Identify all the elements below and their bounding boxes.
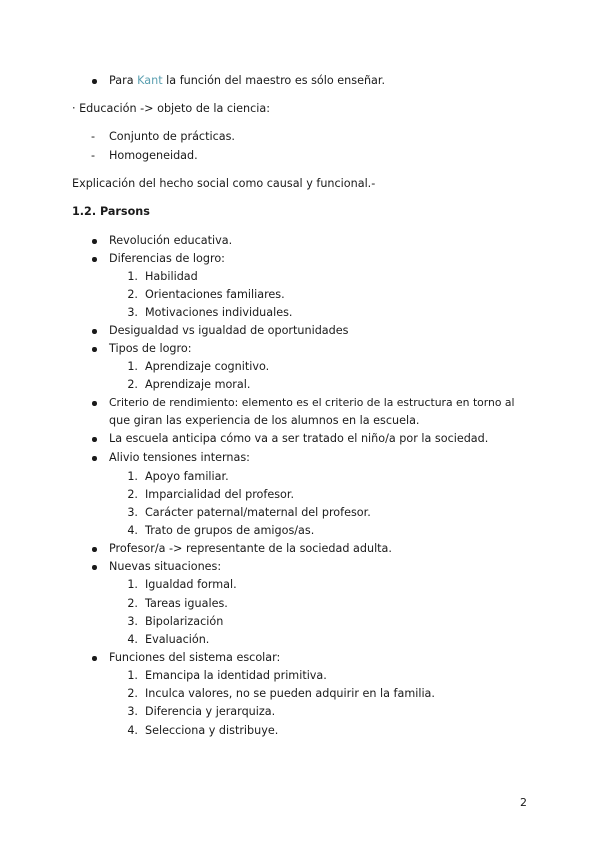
bullet-icon	[92, 329, 97, 334]
list-number: 4.	[127, 633, 138, 646]
bullet-icon	[92, 257, 97, 262]
bullet-icon	[92, 437, 97, 442]
bullet-icon	[92, 656, 97, 661]
list-number: 1.	[127, 669, 138, 682]
list-number: 3.	[127, 506, 138, 519]
sub-list-item: Selecciona y distribuye.	[145, 724, 279, 737]
sub-list-item: Carácter paternal/maternal del profesor.	[145, 506, 371, 519]
list-number: 2.	[127, 488, 138, 501]
list-item: Desigualdad vs igualdad de oportunidades	[109, 324, 349, 337]
sub-list-item: Motivaciones individuales.	[145, 306, 293, 319]
bullet-icon	[92, 239, 97, 244]
explicacion-line: Explicación del hecho social como causal y funcional.-	[72, 177, 376, 190]
kant-line	[109, 74, 385, 88]
sub-list-item: Aprendizaje cognitivo.	[145, 360, 270, 373]
list-number: 1.	[127, 578, 138, 591]
list-item: Criterio de rendimiento: elemento es el criterio de la estructura en torno al	[109, 396, 515, 409]
list-number: 2.	[127, 378, 138, 391]
list-number: 2.	[127, 687, 138, 700]
sub-list-item: Igualdad formal.	[145, 578, 237, 591]
sub-list-item: Diferencia y jerarquiza.	[145, 705, 276, 718]
sub-list-item: Habilidad	[145, 270, 198, 283]
list-item: Tipos de logro:	[109, 342, 192, 355]
bullet-icon	[92, 401, 97, 406]
list-item: Alivio tensiones internas:	[109, 451, 250, 464]
list-number: 3.	[127, 705, 138, 718]
list-item: Revolución educativa.	[109, 234, 233, 247]
sub-list-item: Apoyo familiar.	[145, 470, 229, 483]
list-number: 2.	[127, 288, 138, 301]
list-number: 4.	[127, 724, 138, 737]
sub-list-item: Trato de grupos de amigos/as.	[145, 524, 315, 537]
kant-pre: Para	[109, 74, 134, 87]
sub-list-item: Emancipa la identidad primitiva.	[145, 669, 327, 682]
list-number: 4.	[127, 524, 138, 537]
bullet-icon	[92, 79, 97, 84]
list-number: 1.	[127, 270, 138, 283]
section-heading: 1.2. Parsons	[72, 205, 150, 218]
sub-list-item: Evaluación.	[145, 633, 210, 646]
sub-list-item: Inculca valores, no se pueden adquirir en la familia.	[145, 687, 435, 700]
sub-list-item: Aprendizaje moral.	[145, 378, 251, 391]
list-number: 3.	[127, 306, 138, 319]
list-item: Funciones del sistema escolar:	[109, 651, 281, 664]
dash-item-1: Conjunto de prácticas.	[109, 130, 235, 143]
dash-marker: -	[91, 149, 96, 162]
kant-name: Kant	[137, 74, 163, 87]
list-number: 2.	[127, 597, 138, 610]
educacion-line: · Educación -> objeto de la ciencia:	[72, 102, 270, 115]
page-number: 2	[520, 796, 527, 809]
kant-post: la función del maestro es sólo enseñar.	[166, 74, 386, 87]
sub-list-item: Bipolarización	[145, 615, 224, 628]
sub-list-item: Imparcialidad del profesor.	[145, 488, 295, 501]
list-item-continuation: que giran las experiencia de los alumnos en la escuela.	[109, 414, 420, 427]
dash-marker: -	[91, 130, 96, 143]
bullet-icon	[92, 565, 97, 570]
list-item: Nuevas situaciones:	[109, 560, 222, 573]
list-item: Diferencias de logro:	[109, 252, 225, 265]
bullet-icon	[92, 547, 97, 552]
list-number: 3.	[127, 615, 138, 628]
list-item: La escuela anticipa cómo va a ser tratado el niño/a por la sociedad.	[109, 432, 489, 445]
list-number: 1.	[127, 470, 138, 483]
dash-item-2: Homogeneidad.	[109, 149, 198, 162]
sub-list-item: Tareas iguales.	[145, 597, 228, 610]
list-item: Profesor/a -> representante de la sociedad adulta.	[109, 542, 392, 555]
sub-list-item: Orientaciones familiares.	[145, 288, 285, 301]
bullet-icon	[92, 456, 97, 461]
list-number: 1.	[127, 360, 138, 373]
bullet-icon	[92, 347, 97, 352]
